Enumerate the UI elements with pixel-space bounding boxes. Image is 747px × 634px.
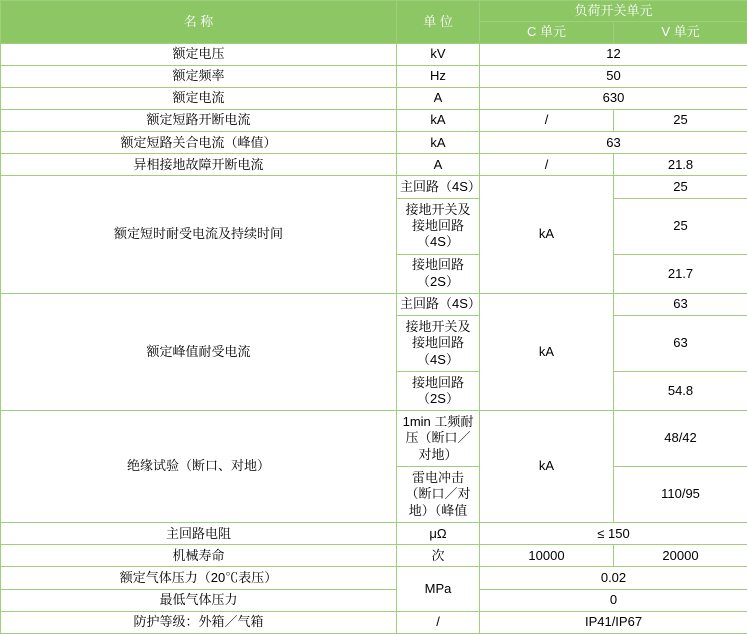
row-name: 额定短路关合电流（峰值）: [1, 132, 397, 154]
row-value: 21.7: [614, 254, 747, 293]
table-row: [1, 132, 747, 154]
row-value: 630: [480, 87, 747, 109]
table-row: [1, 65, 747, 87]
header-name: 名 称: [1, 1, 397, 44]
row-value: 54.8: [614, 371, 747, 410]
row-unit: μΩ: [397, 523, 480, 545]
row-value: 63: [614, 315, 747, 371]
row-unit: kA: [397, 132, 480, 154]
row-group-name: 额定短时耐受电流及持续时间: [1, 176, 397, 293]
table-row: [1, 545, 747, 567]
row-value: 63: [480, 132, 747, 154]
row-unit: kA: [480, 411, 614, 523]
table-header: [1, 1, 747, 44]
row-sub-name: 接地开关及接地回路（4S）: [397, 315, 480, 371]
row-value: 0: [480, 589, 747, 611]
row-unit: /: [397, 611, 480, 633]
row-value-c: /: [480, 109, 614, 131]
row-value: 25: [614, 176, 747, 198]
row-unit: kA: [480, 293, 614, 410]
table-row: [1, 43, 747, 65]
row-unit: Hz: [397, 65, 480, 87]
row-value-v: 21.8: [614, 154, 747, 176]
table-row: [1, 176, 747, 198]
header-row-primary: [1, 1, 747, 22]
row-unit: kA: [397, 109, 480, 131]
row-sub-name: 额定气体压力（20℃表压）: [1, 567, 397, 589]
row-sub-name: 1min 工频耐压（断口／对地）: [397, 411, 480, 467]
row-value: 110/95: [614, 467, 747, 523]
row-value: 63: [614, 293, 747, 315]
header-col-c: C 单元: [480, 22, 614, 43]
row-unit: kA: [480, 176, 614, 293]
row-name: 额定短路开断电流: [1, 109, 397, 131]
row-sub-name: 接地回路（2S）: [397, 371, 480, 410]
row-unit: 次: [397, 545, 480, 567]
row-unit: A: [397, 87, 480, 109]
row-sub-name: 雷电冲击（断口／对地）（峰值: [397, 467, 480, 523]
row-group-name: 绝缘试验（断口、对地）: [1, 411, 397, 523]
header-group: 负荷开关单元: [480, 1, 747, 22]
table-row: [1, 589, 747, 611]
table-row: [1, 109, 747, 131]
row-name: 额定电压: [1, 43, 397, 65]
table-row: [1, 87, 747, 109]
row-unit: A: [397, 154, 480, 176]
row-value: 25: [614, 198, 747, 254]
row-sub-name: 接地回路（2S）: [397, 254, 480, 293]
row-sub-name: 接地开关及接地回路（4S）: [397, 198, 480, 254]
row-unit: MPa: [397, 567, 480, 611]
row-value: 48/42: [614, 411, 747, 467]
table-row: [1, 611, 747, 633]
row-sub-name: 最低气体压力: [1, 589, 397, 611]
row-name: 防护等级：外箱／气箱: [1, 611, 397, 633]
header-unit: 单 位: [397, 1, 480, 44]
table-row: [1, 154, 747, 176]
row-sub-name: 主回路（4S）: [397, 176, 480, 198]
row-value-v: 20000: [614, 545, 747, 567]
row-value: 12: [480, 43, 747, 65]
row-name: 机械寿命: [1, 545, 397, 567]
row-value: IP41/IP67: [480, 611, 747, 633]
row-name: 异相接地故障开断电流: [1, 154, 397, 176]
row-value: ≤ 150: [480, 523, 747, 545]
row-value-v: 25: [614, 109, 747, 131]
row-value-c: /: [480, 154, 614, 176]
row-sub-name: 主回路（4S）: [397, 293, 480, 315]
row-name: 主回路电阻: [1, 523, 397, 545]
row-name: 额定频率: [1, 65, 397, 87]
row-name: 额定电流: [1, 87, 397, 109]
table-row: [1, 293, 747, 315]
table-row: [1, 567, 747, 589]
row-value-c: 10000: [480, 545, 614, 567]
row-value: 50: [480, 65, 747, 87]
table-row: [1, 411, 747, 467]
header-col-v: V 单元: [614, 22, 747, 43]
table-row: [1, 523, 747, 545]
row-unit: kV: [397, 43, 480, 65]
table-body: [1, 43, 747, 634]
row-group-name: 额定峰值耐受电流: [1, 293, 397, 410]
row-value: 0.02: [480, 567, 747, 589]
